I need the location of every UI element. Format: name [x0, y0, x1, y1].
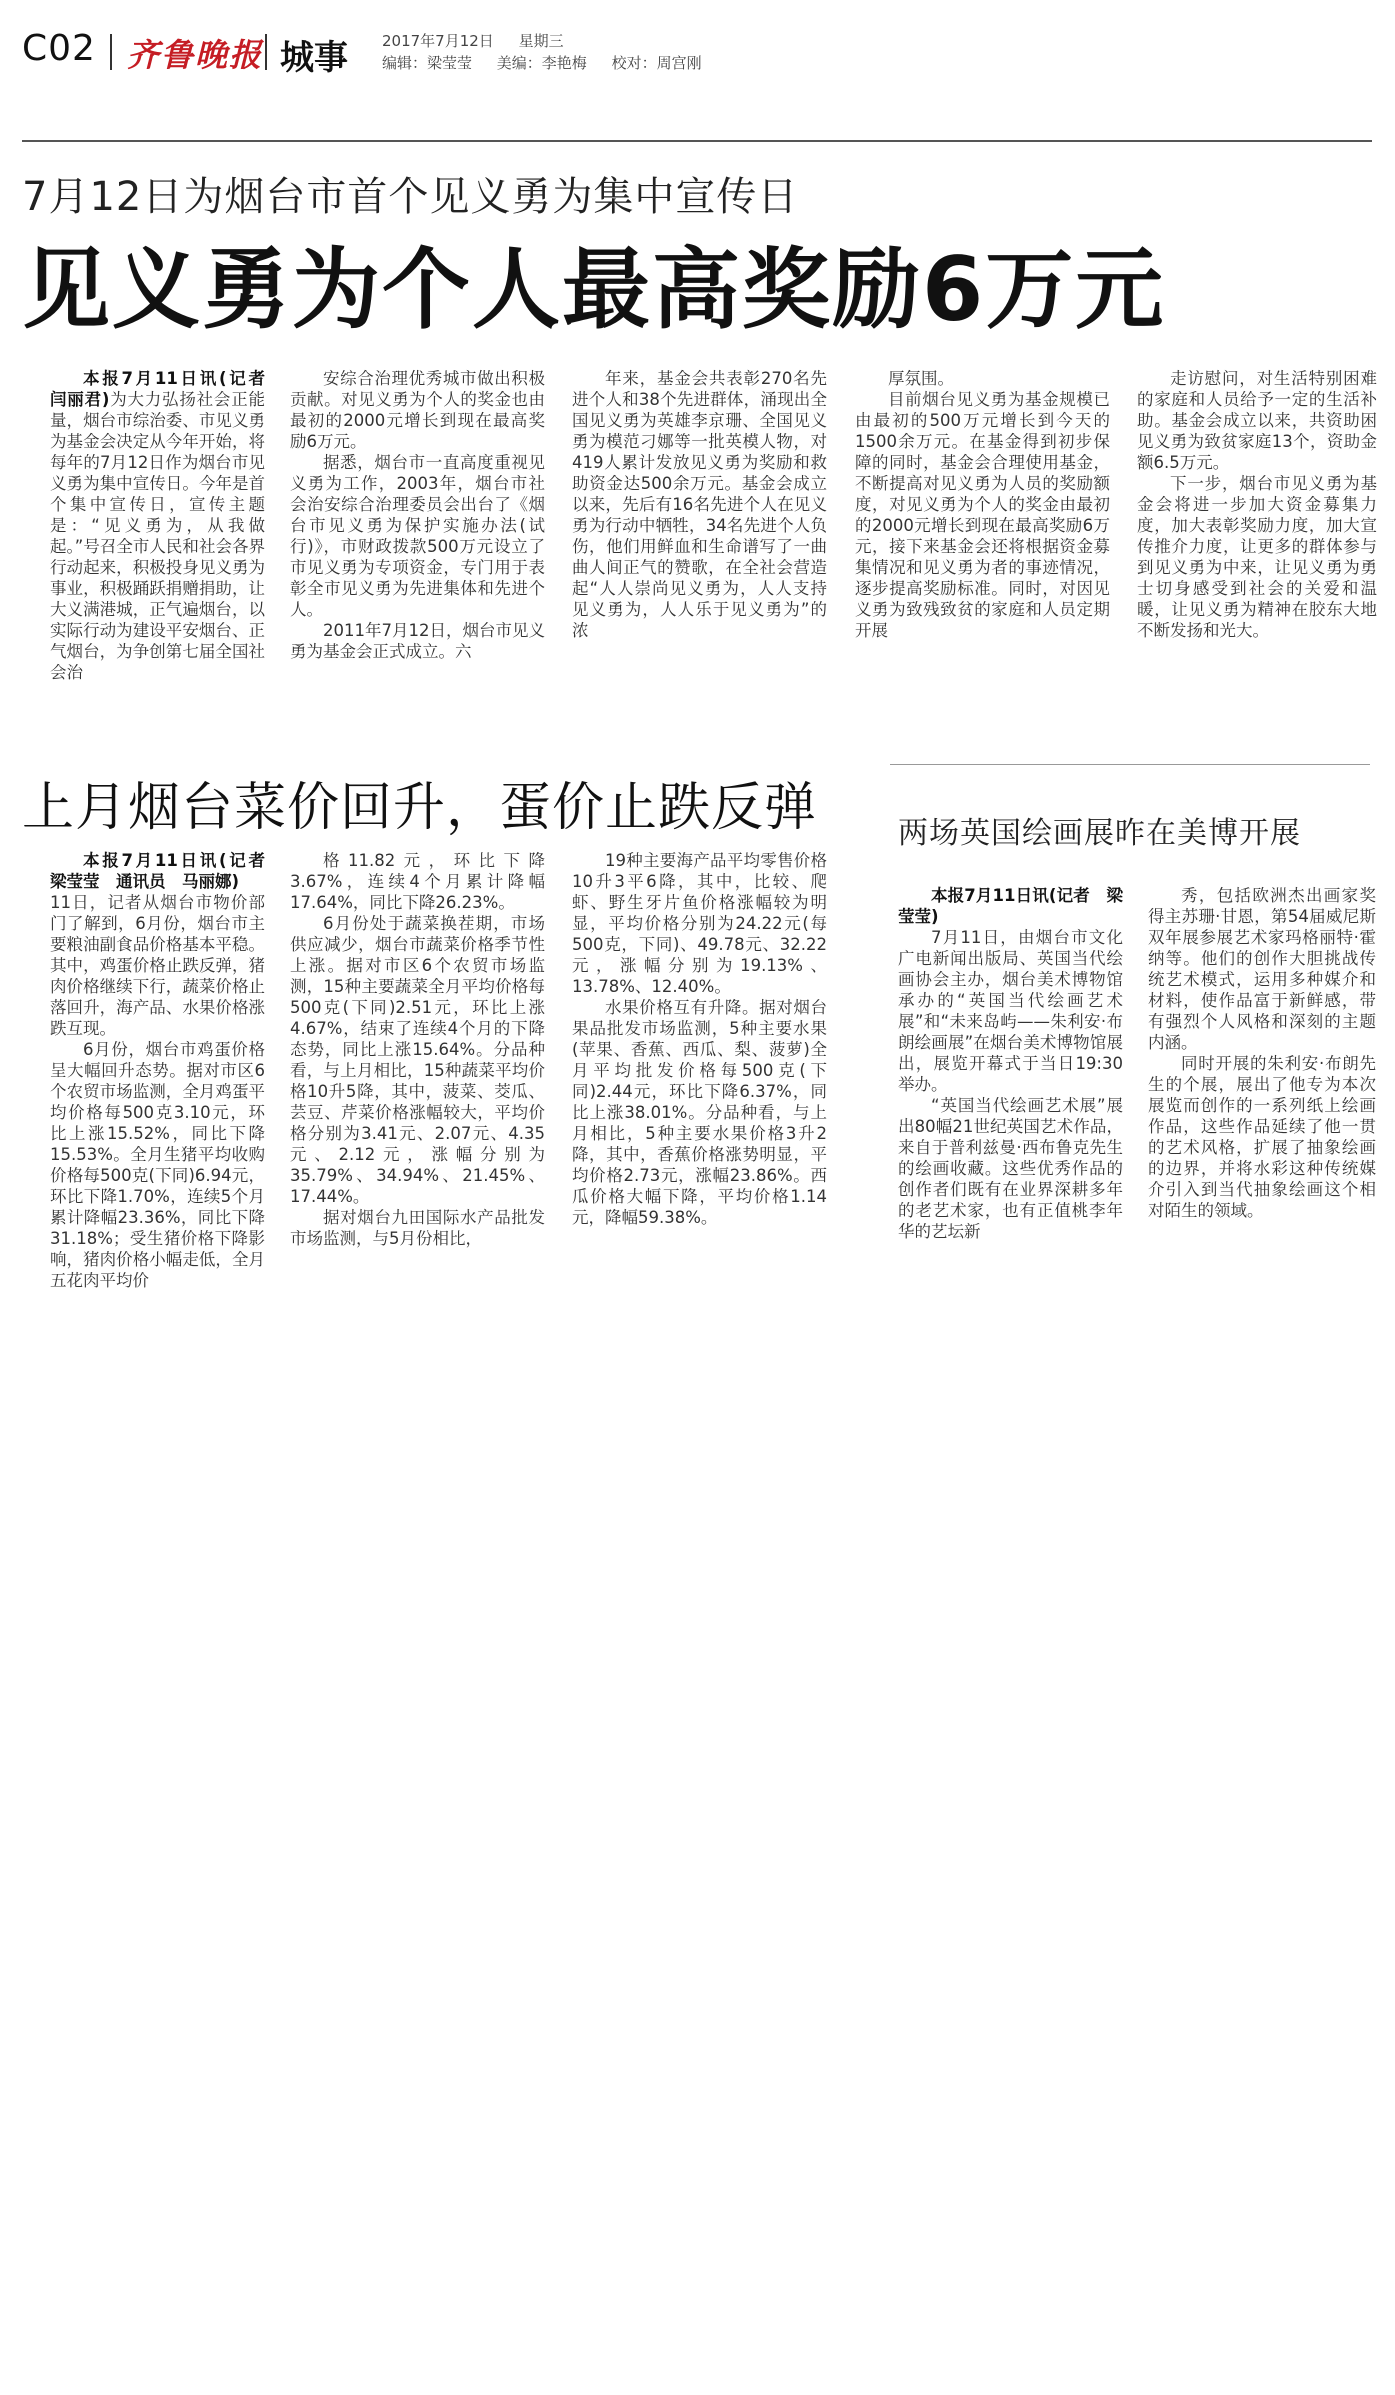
article3-column-1 [898, 885, 1123, 1242]
paragraph: 11日，记者从烟台市物价部门了解到，6月份，烟台市主要粮油副食品价格基本平稳。其中，鸡蛋价格止跌反弹，猪肉价格继续下行，蔬菜价格止落回升，海产品、水果价格涨跌互现。 [50, 893, 265, 1038]
article1-column-2 [290, 368, 545, 662]
paragraph: 安综合治理优秀城市做出积极贡献。对见义勇为个人的奖金也由最初的2000元增长到现在最高奖励6万元。 [290, 369, 545, 451]
paragraph: 7月11日，由烟台市文化广电新闻出版局、英国当代绘画协会主办，烟台美术博物馆承办的“英国当代绘画艺术展”和“未来岛屿——朱利安·布朗绘画展”在烟台美术博物馆展出，展览开幕式于当日19:30举办。 [898, 928, 1123, 1094]
article1-kicker: 7月12日为烟台市首个见义勇为集中宣传日 [22, 174, 799, 220]
paragraph: 6月份处于蔬菜换茬期，市场供应减少，烟台市蔬菜价格季节性上涨。据对市区6个农贸市场监测，15种主要蔬菜全月平均价格每500克(下同)2.51元，环比上涨4.67%，结束了连续4个月的下降态势，同比上涨15.64%。分品种看，与上月相比，15种蔬菜平均价格10升5降，其中，菠菜、茭瓜、芸豆、芹菜价格涨幅较大，平均价格分别为3.41元、2.07元、4.35元、2.12元，涨幅分别为35.79%、34.94%、21.45%、17.44%。 [290, 914, 545, 1206]
paragraph: 格11.82元，环比下降3.67%，连续4个月累计降幅17.64%，同比下降26.23%。 [290, 851, 545, 912]
paragraph: 2011年7月12日，烟台市见义勇为基金会正式成立。六 [290, 621, 545, 661]
paragraph: “英国当代绘画艺术展”展出80幅21世纪英国艺术作品，来自于普利兹曼·西布鲁克先生的绘画收藏。这些优秀作品的创作者们既有在业界深耕多年的老艺术家，也有正值桃李年华的艺坛新 [898, 1096, 1123, 1241]
section-title: 城事 [280, 38, 348, 78]
article1-lead: 本报7月11日讯(记者 闫丽君) [50, 369, 282, 409]
article2-headline: 上月烟台菜价回升，蛋价止跌反弹 [22, 778, 818, 838]
masthead-divider [265, 34, 267, 70]
paragraph: 秀，包括欧洲杰出画家奖得主苏珊·甘恩，第54届威尼斯双年展参展艺术家玛格丽特·霍纳等。他们的创作大胆挑战传统艺术模式，运用多种媒介和材料，使作品富于新鲜感，带有强烈个人风格和深刻的主题内涵。 [1148, 886, 1376, 1052]
masthead [22, 28, 1372, 78]
newspaper-logo: 齐鲁晚报 [127, 36, 264, 74]
article3-headline: 两场英国绘画展昨在美博开展 [898, 816, 1301, 851]
article1-column-1 [50, 368, 282, 683]
paragraph: 同时开展的朱利安·布朗先生的个展，展出了他专为本次展览而创作的一系列纸上绘画作品，这些作品延续了他一贯的艺术风格，扩展了抽象绘画的边界，并将水彩这种传统媒介引入到当代抽象绘画这个相对陌生的领域。 [1148, 1054, 1376, 1220]
issue-date: 2017年7月12日 [382, 32, 494, 50]
article1-text: 为大力弘扬社会正能量，烟台市综治委、市见义勇为基金会决定从今年开始，将每年的7月12日作为烟台市见义勇为集中宣传日。今年是首个集中宣传日，宣传主题是：“见义勇为，从我做起。”号召全市人民和社会各界行动起来，积极投身见义勇为事业，积极踊跃捐赠捐助，让大义满港城，正气遍烟台，以实际行动为建设平安烟台、正气烟台，为争创第七届全国社会治 [50, 390, 265, 682]
article1-column-5 [1137, 368, 1377, 641]
article2-lead: 本报7月11日讯(记者 梁莹莹 通讯员 马丽娜) [50, 851, 282, 891]
paragraph: 走访慰问，对生活特别困难的家庭和人员给予一定的生活补助。基金会成立以来，共资助困见义勇为致贫家庭13个，资助金额6.5万元。 [1137, 369, 1377, 472]
article2-column-3 [572, 850, 827, 1228]
designer-credit: 美编：李艳梅 [496, 54, 587, 72]
article1-column-4 [855, 368, 1110, 641]
paragraph: 据悉，烟台市一直高度重视见义勇为工作，2003年，烟台市社会治安综合治理委员会出台了《烟台市见义勇为保护实施办法(试行)》，市财政拨款500万元设立了市见义勇为专项资金，专门用于表彰全市见义勇为先进集体和先进个人。 [290, 453, 545, 619]
proofreader-credit: 校对：周宫刚 [611, 54, 702, 72]
page-number: C02 [22, 28, 96, 69]
issue-weekday: 星期三 [518, 32, 564, 50]
paragraph: 6月份，烟台市鸡蛋价格呈大幅回升态势。据对市区6个农贸市场监测，全月鸡蛋平均价格每500克3.10元，环比上涨15.52%，同比下降15.53%。全月生猪平均收购价格每500克(下同)6.94元，环比下降1.70%，连续5个月累计降幅23.36%，同比下降31.18%；受生猪价格下降影响，猪肉价格小幅走低，全月五花肉平均价 [50, 1040, 265, 1290]
article2-column-1 [50, 850, 282, 1291]
article3-column-2 [1148, 885, 1376, 1221]
paragraph: 据对烟台九田国际水产品批发市场监测，与5月份相比， [290, 1208, 545, 1248]
paragraph: 厚氛围。 [888, 369, 954, 388]
article3-lead: 本报7月11日讯(记者 梁莹莹) [898, 886, 1123, 926]
editor-credit: 编辑：梁莹莹 [382, 54, 473, 72]
article1-column-3 [572, 368, 827, 641]
article1-headline: 见义勇为个人最高奖励6万元 [22, 238, 1166, 341]
credits-line [382, 52, 722, 73]
date-line [382, 30, 584, 51]
paragraph: 下一步，烟台市见义勇为基金会将进一步加大资金募集力度，加大表彰奖励力度，加大宣传推介力度，让更多的群体参与到见义勇为中来，让见义勇为勇士切身感受到社会的关爱和温暖，让见义勇为精神在胶东大地不断发扬和光大。 [1137, 474, 1377, 640]
header-rule [22, 140, 1372, 142]
paragraph: 目前烟台见义勇为基金规模已由最初的500万元增长到今天的1500余万元。在基金得到初步保障的同时，基金会合理使用基金，不断提高对见义勇为人员的奖励额度，对见义勇为个人的奖金由最初的2000元增长到现在最高奖励6万元，接下来基金会还将根据资金募集情况和见义勇为者的事迹情况，逐步提高奖励标准。同时，对因见义勇为致残致贫的家庭和人员定期开展 [855, 390, 1110, 640]
paragraph: 水果价格互有升降。据对烟台果品批发市场监测，5种主要水果(苹果、香蕉、西瓜、梨、菠萝)全月平均批发价格每500克(下同)2.44元，环比下降6.37%，同比上涨38.01%。分品种看，与上月相比，5种主要水果价格3升2降，其中，香蕉价格涨势明显，平均价格2.73元，涨幅23.86%。西瓜价格大幅下降，平均价格1.14元，降幅59.38%。 [572, 998, 827, 1227]
article3-top-rule [890, 764, 1370, 765]
paragraph: 19种主要海产品平均零售价格10升3平6降，其中，比较、爬虾、野生牙片鱼价格涨幅较为明显，平均价格分别为24.22元(每500克，下同)、49.78元、32.22元，涨幅分别为19.13%、13.78%、12.40%。 [572, 851, 827, 996]
article2-column-2 [290, 850, 545, 1249]
masthead-divider [110, 34, 112, 70]
paragraph: 年来，基金会共表彰270名先进个人和38个先进群体，涌现出全国见义勇为英雄李京珊、全国见义勇为模范刁娜等一批英模人物，对419人累计发放见义勇为奖励和救助资金达500余万元。基金会成立以来，先后有16名先进个人在见义勇为行动中牺牲，34名先进个人负伤，他们用鲜血和生命谱写了一曲曲人间正气的赞歌，在全社会营造起“人人崇尚见义勇为，人人支持见义勇为，人人乐于见义勇为”的浓 [572, 369, 827, 640]
